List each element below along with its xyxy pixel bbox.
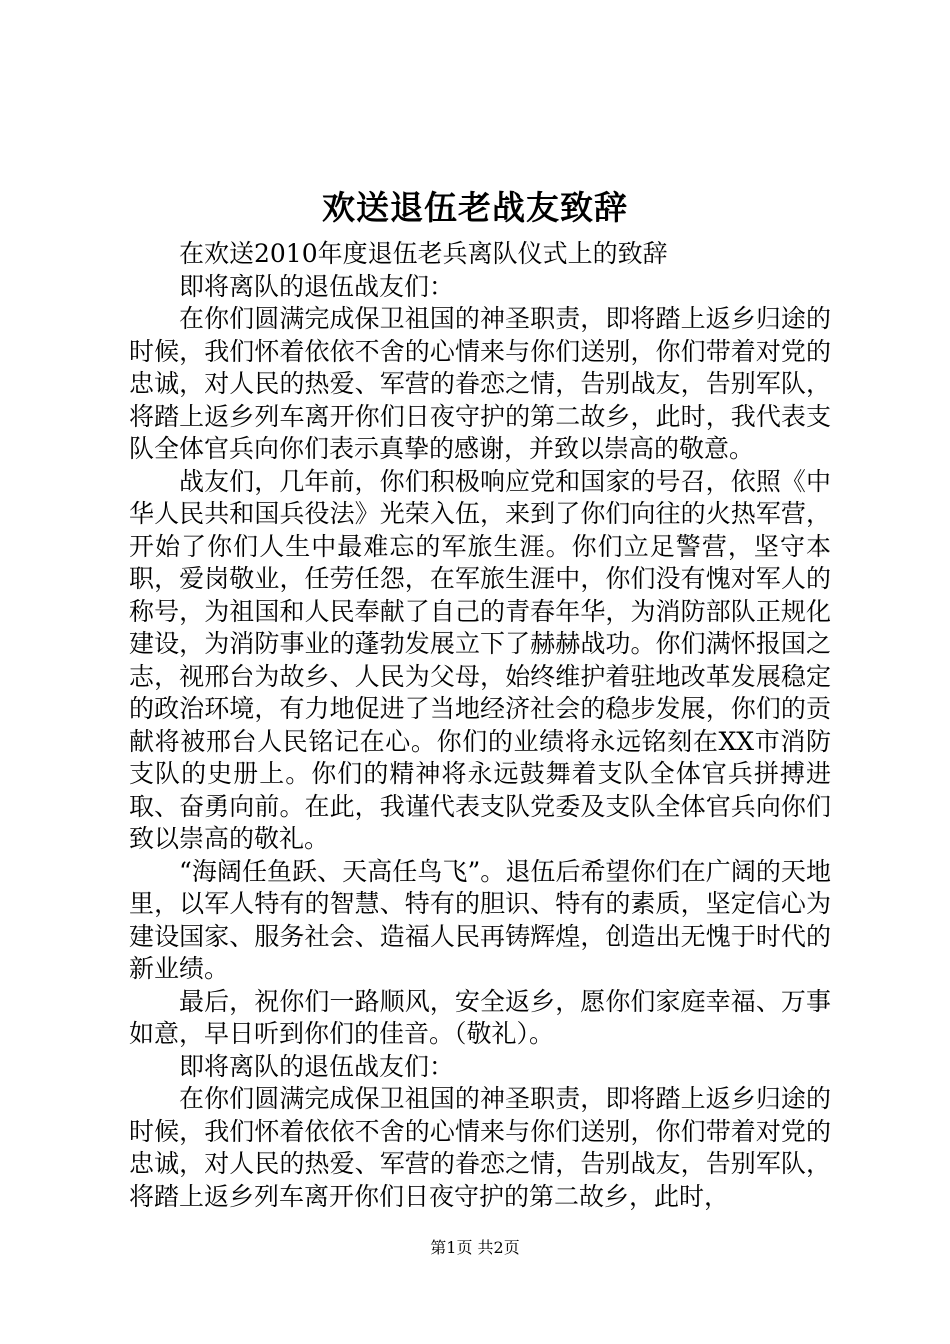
body-paragraph: 战友们，几年前，你们积极响应党和国家的号召，依照《中华人民共和国兵役法》光荣入伍，来到了你们向往的火热军营，开始了你们人生中最难忘的军旅生涯。你们立足警营，坚守本职，爱岗敬业，任劳任怨，在军旅生涯中，你们没有愧对军人的称号，为祖国和人民奉献了自己的青春年华，为消防部队正规化建设，为消防事业的蓬勃发展立下了赫赫战功。你们满怀报国之志，视邢台为故乡、人民为父母，始终维护着驻地改革发展稳定的政治环境，有力地促进了当地经济社会的稳步发展，你们的贡献将被邢台人民铭记在心。你们的业绩将永远铭刻在XX市消防支队的史册上。你们的精神将永远鼓舞着支队全体官兵拼搏进取、奋勇向前。在此，我谨代表支队党委及支队全体官兵向你们致以崇高的敬礼。 bbox=[129, 466, 831, 853]
page-number-footer: 第1页 共2页 bbox=[430, 1238, 520, 1257]
body-paragraph: “海阔任鱼跃、天高任鸟飞”。退伍后希望你们在广阔的天地里，以军人特有的智慧、特有的胆识、特有的素质，坚定信心为建设国家、服务社会、造福人民再铸辉煌，创造出无愧于时代的新业绩。 bbox=[129, 856, 831, 983]
body-paragraph: 在你们圆满完成保卫祖国的神圣职责，即将踏上返乡归途的时候，我们怀着依依不舍的心情来与你们送别，你们带着对党的忠诚，对人民的热爱、军营的眷恋之情，告别战友，告别军队，将踏上返乡列车离开你们日夜守护的第二故乡，此时， bbox=[129, 1084, 831, 1211]
subtitle-paragraph: 在欢送2010年度退伍老兵离队仪式上的致辞 bbox=[179, 239, 668, 268]
salutation-paragraph: 即将离队的退伍战友们： bbox=[179, 271, 455, 301]
document-title: 欢送退伍老战友致辞 bbox=[322, 188, 628, 227]
closing-paragraph: 最后，祝你们一路顺风，安全返乡，愿你们家庭幸福、万事如意，早日听到你们的佳音。（敬礼）。 bbox=[129, 986, 831, 1048]
salutation-paragraph: 即将离队的退伍战友们： bbox=[179, 1051, 455, 1081]
body-paragraph: 在你们圆满完成保卫祖国的神圣职责，即将踏上返乡归途的时候，我们怀着依依不舍的心情来与你们送别，你们带着对党的忠诚，对人民的热爱、军营的眷恋之情，告别战友，告别军队，将踏上返乡列车离开你们日夜守护的第二故乡，此时，我代表支队全体官兵向你们表示真挚的感谢，并致以崇高的敬意。 bbox=[129, 304, 831, 463]
document-body bbox=[129, 238, 831, 1213]
